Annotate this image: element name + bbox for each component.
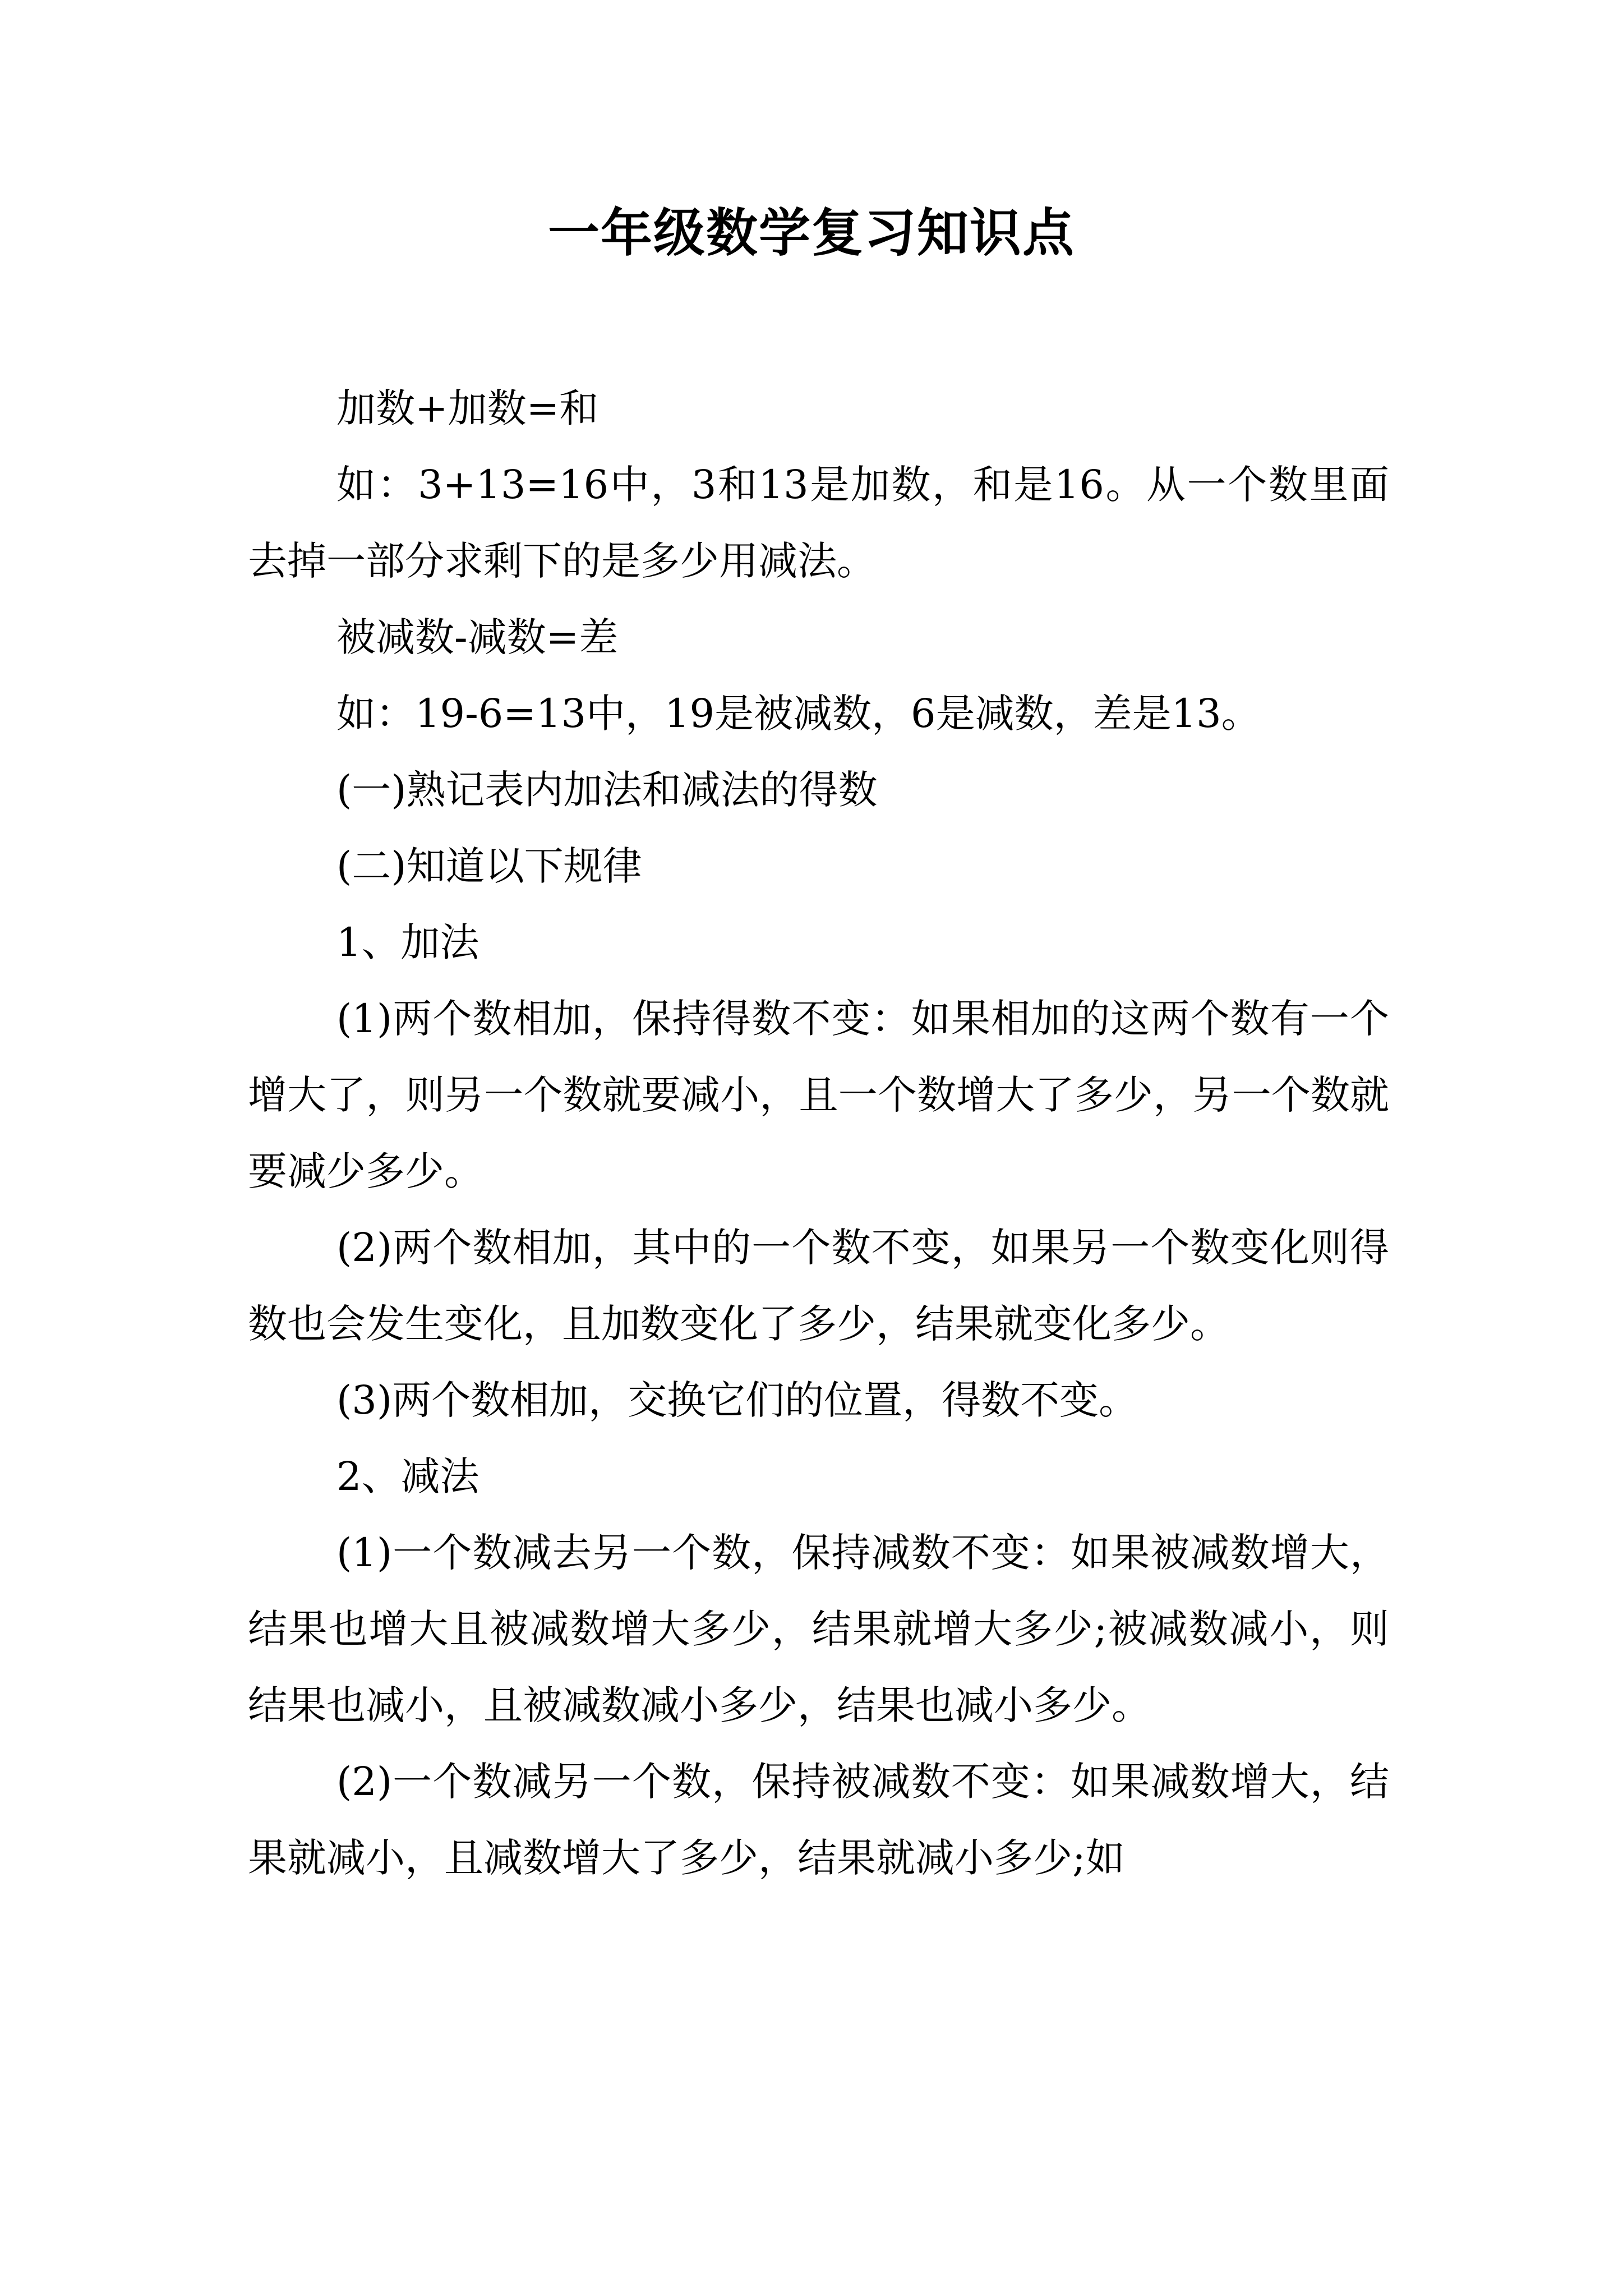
- document-body: [248, 370, 1389, 1896]
- document-title: 一年级数学复习知识点: [547, 203, 1075, 263]
- paragraph-addition-example: 如：3+13=16中，3和13是加数，和是16。从一个数里面去掉一部分求剩下的是多少用减法。: [248, 462, 1389, 584]
- paragraph-subtraction-heading: 2、减法: [336, 1453, 479, 1499]
- paragraph-subtraction-rule-1: (1)一个数减去另一个数，保持减数不变：如果被减数增大，结果也增大且被减数增大多少，结果就增大多少;被减数减小，则结果也减小，且被减数减小多少，结果也减小多少。: [248, 1530, 1389, 1728]
- paragraph-section-one: (一)熟记表内加法和减法的得数: [336, 767, 878, 813]
- paragraph-addition-rule-3: (3)两个数相加，交换它们的位置，得数不变。: [336, 1377, 1138, 1423]
- paragraph-addition-formula: 加数+加数=和: [336, 385, 599, 431]
- paragraph-addition-rule-2: (2)两个数相加，其中的一个数不变，如果另一个数变化则得数也会发生变化，且加数变化了多少，结果就变化多少。: [248, 1225, 1389, 1347]
- paragraph-addition-heading: 1、加法: [336, 919, 479, 965]
- paragraph-subtraction-example: 如：19-6=13中，19是被减数，6是减数，差是13。: [336, 691, 1261, 737]
- paragraph-section-two: (二)知道以下规律: [336, 843, 642, 889]
- paragraph-addition-rule-1: (1)两个数相加，保持得数不变：如果相加的这两个数有一个增大了，则另一个数就要减小，且一个数增大了多少，另一个数就要减少多少。: [248, 996, 1389, 1194]
- paragraph-subtraction-formula: 被减数-减数=差: [336, 614, 619, 660]
- paragraph-subtraction-rule-2: (2)一个数减另一个数，保持被减数不变：如果减数增大，结果就减小，且减数增大了多少，结果就减小多少;如: [248, 1759, 1389, 1881]
